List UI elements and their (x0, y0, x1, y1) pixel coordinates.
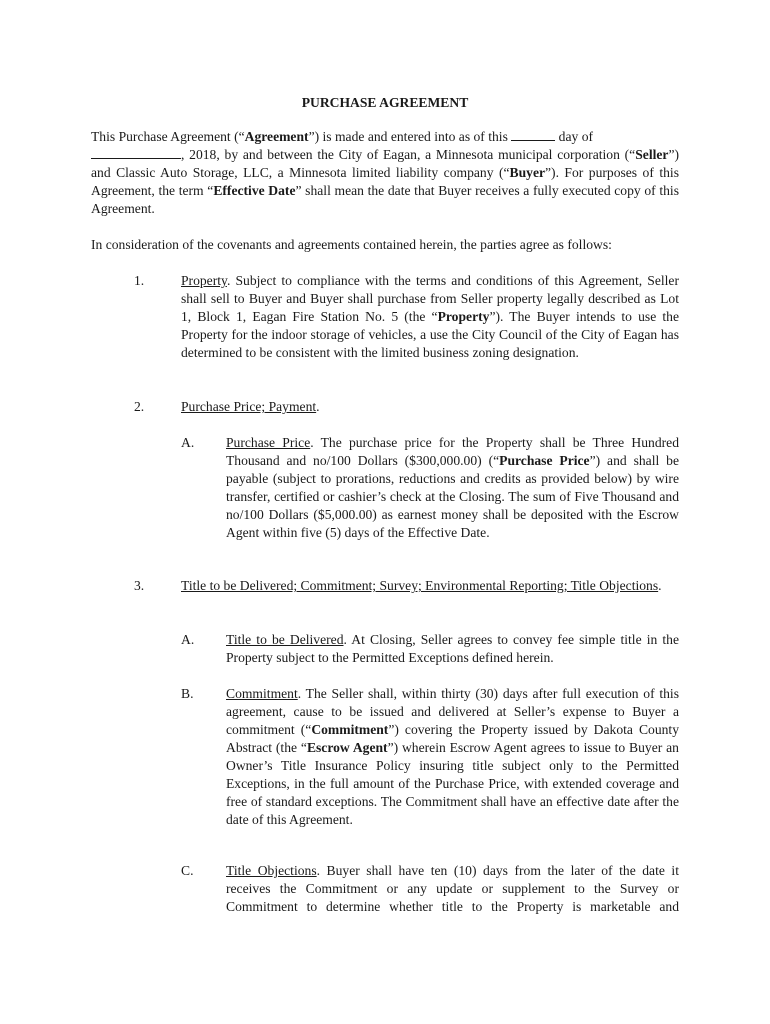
month-blank[interactable] (91, 146, 181, 159)
subsection-heading: Commitment (226, 686, 298, 701)
intro-text: , 2018, by and between the City of Eagan, a Minnesota municipal corporation (“ (181, 147, 636, 162)
defined-term-purchase-price: Purchase Price (499, 453, 590, 468)
section-text: . (316, 399, 320, 414)
subsection-text: ”) covering the Property issued by Dakota County Abstract (the “ (226, 722, 679, 755)
section-heading: Property (181, 273, 227, 288)
intro-text: ” shall mean the date that Buyer receives a fully executed copy of this Agreement. (91, 183, 679, 216)
subsection-letter: A. (181, 435, 195, 450)
day-blank[interactable] (511, 128, 555, 141)
subsection-title-to-be-delivered (226, 631, 679, 667)
document-title: PURCHASE AGREEMENT (301, 95, 469, 110)
intro-paragraph (91, 128, 679, 218)
subsection-heading: Purchase Price (226, 435, 311, 450)
section-purchase-price (181, 398, 679, 416)
section-number: 2. (134, 399, 145, 414)
section-title-delivered (181, 577, 679, 595)
consideration-paragraph: In consideration of the covenants and agreements contained herein, the parties agree as follows: (91, 237, 612, 252)
intro-text: ”) and Classic Auto Storage, LLC, a Minnesota limited liability company (“ (91, 147, 679, 180)
subsection-text: . The Seller shall, within thirty (30) days after full execution of this agreement, cause to be issued and delivered at Seller’s expense to Buyer a commitment (“ (226, 686, 679, 737)
subsection-letter: A. (181, 632, 195, 647)
intro-text: This Purchase Agreement (“ (91, 129, 245, 144)
subsection-purchase-price (226, 434, 679, 542)
subsection-text: . Buyer shall have ten (10) days from the later of the date it receives the Commitment or any update or supplement to the Survey or Commitment to determine whether title to the Property is marketable and (226, 863, 679, 914)
subsection-text: . At Closing, Seller agrees to convey fee simple title in the Property subject to the Permitted Exceptions defined herein. (226, 632, 679, 665)
intro-text: ”) is made and entered into as of this (308, 129, 512, 144)
section-number: 3. (134, 578, 145, 593)
section-heading: Purchase Price; Payment (181, 399, 317, 414)
defined-term-seller: Seller (635, 147, 669, 162)
subsection-text: ”) and shall be payable (subject to prorations, reductions and credits as provided below) by wire transfer, certified or cashier’s check at the Closing. The sum of Five Thousand and no/100 Dollars ($5,000.00) as earnest money shall be deposited with the Escrow Agent within five (5) days of the Effective Date. (226, 453, 680, 540)
subsection-heading: Title to be Delivered (226, 632, 344, 647)
subsection-title-objections (226, 862, 679, 916)
subsection-text: . The purchase price for the Property shall be Three Hundred Thousand and no/100 Dollars ($300,000.00) (“ (226, 435, 679, 468)
defined-term-buyer: Buyer (509, 165, 546, 180)
section-heading: Title to be Delivered; Commitment; Survey; Environmental Reporting; Title Objections (181, 578, 659, 593)
intro-text: day of (555, 129, 594, 144)
defined-term-property: Property (437, 309, 490, 324)
section-text: . (658, 578, 662, 593)
defined-term-commitment: Commitment (311, 722, 389, 737)
subsection-letter: B. (181, 686, 194, 701)
section-property (181, 272, 679, 362)
subsection-heading: Title Objections (226, 863, 317, 878)
section-text: . Subject to compliance with the terms and conditions of this Agreement, Seller shall sell to Buyer and Buyer shall purchase from Seller property legally described as Lot 1, Block 1, Eagan Fire Station No. 5 (the “ (181, 273, 679, 324)
subsection-text: ”) wherein Escrow Agent agrees to issue to Buyer an Owner’s Title Insurance Policy insuring title subject only to the Permitted Exceptions, in the full amount of the Purchase Price, with extended coverage and free of standard exceptions. The Commitment shall have an effective date after the date of this Agreement. (226, 740, 679, 827)
intro-text: ”). For purposes of this Agreement, the term “ (91, 165, 679, 198)
defined-term-effective-date: Effective Date (213, 183, 296, 198)
defined-term-escrow-agent: Escrow Agent (306, 740, 388, 755)
subsection-commitment (226, 685, 679, 829)
section-text: ”). The Buyer intends to use the Property for the indoor storage of vehicles, a use the City Council of the City of Eagan has determined to be consistent with the limited business zoning designation. (181, 309, 679, 360)
section-number: 1. (134, 273, 145, 288)
defined-term-agreement: Agreement (244, 129, 309, 144)
subsection-letter: C. (181, 863, 194, 878)
